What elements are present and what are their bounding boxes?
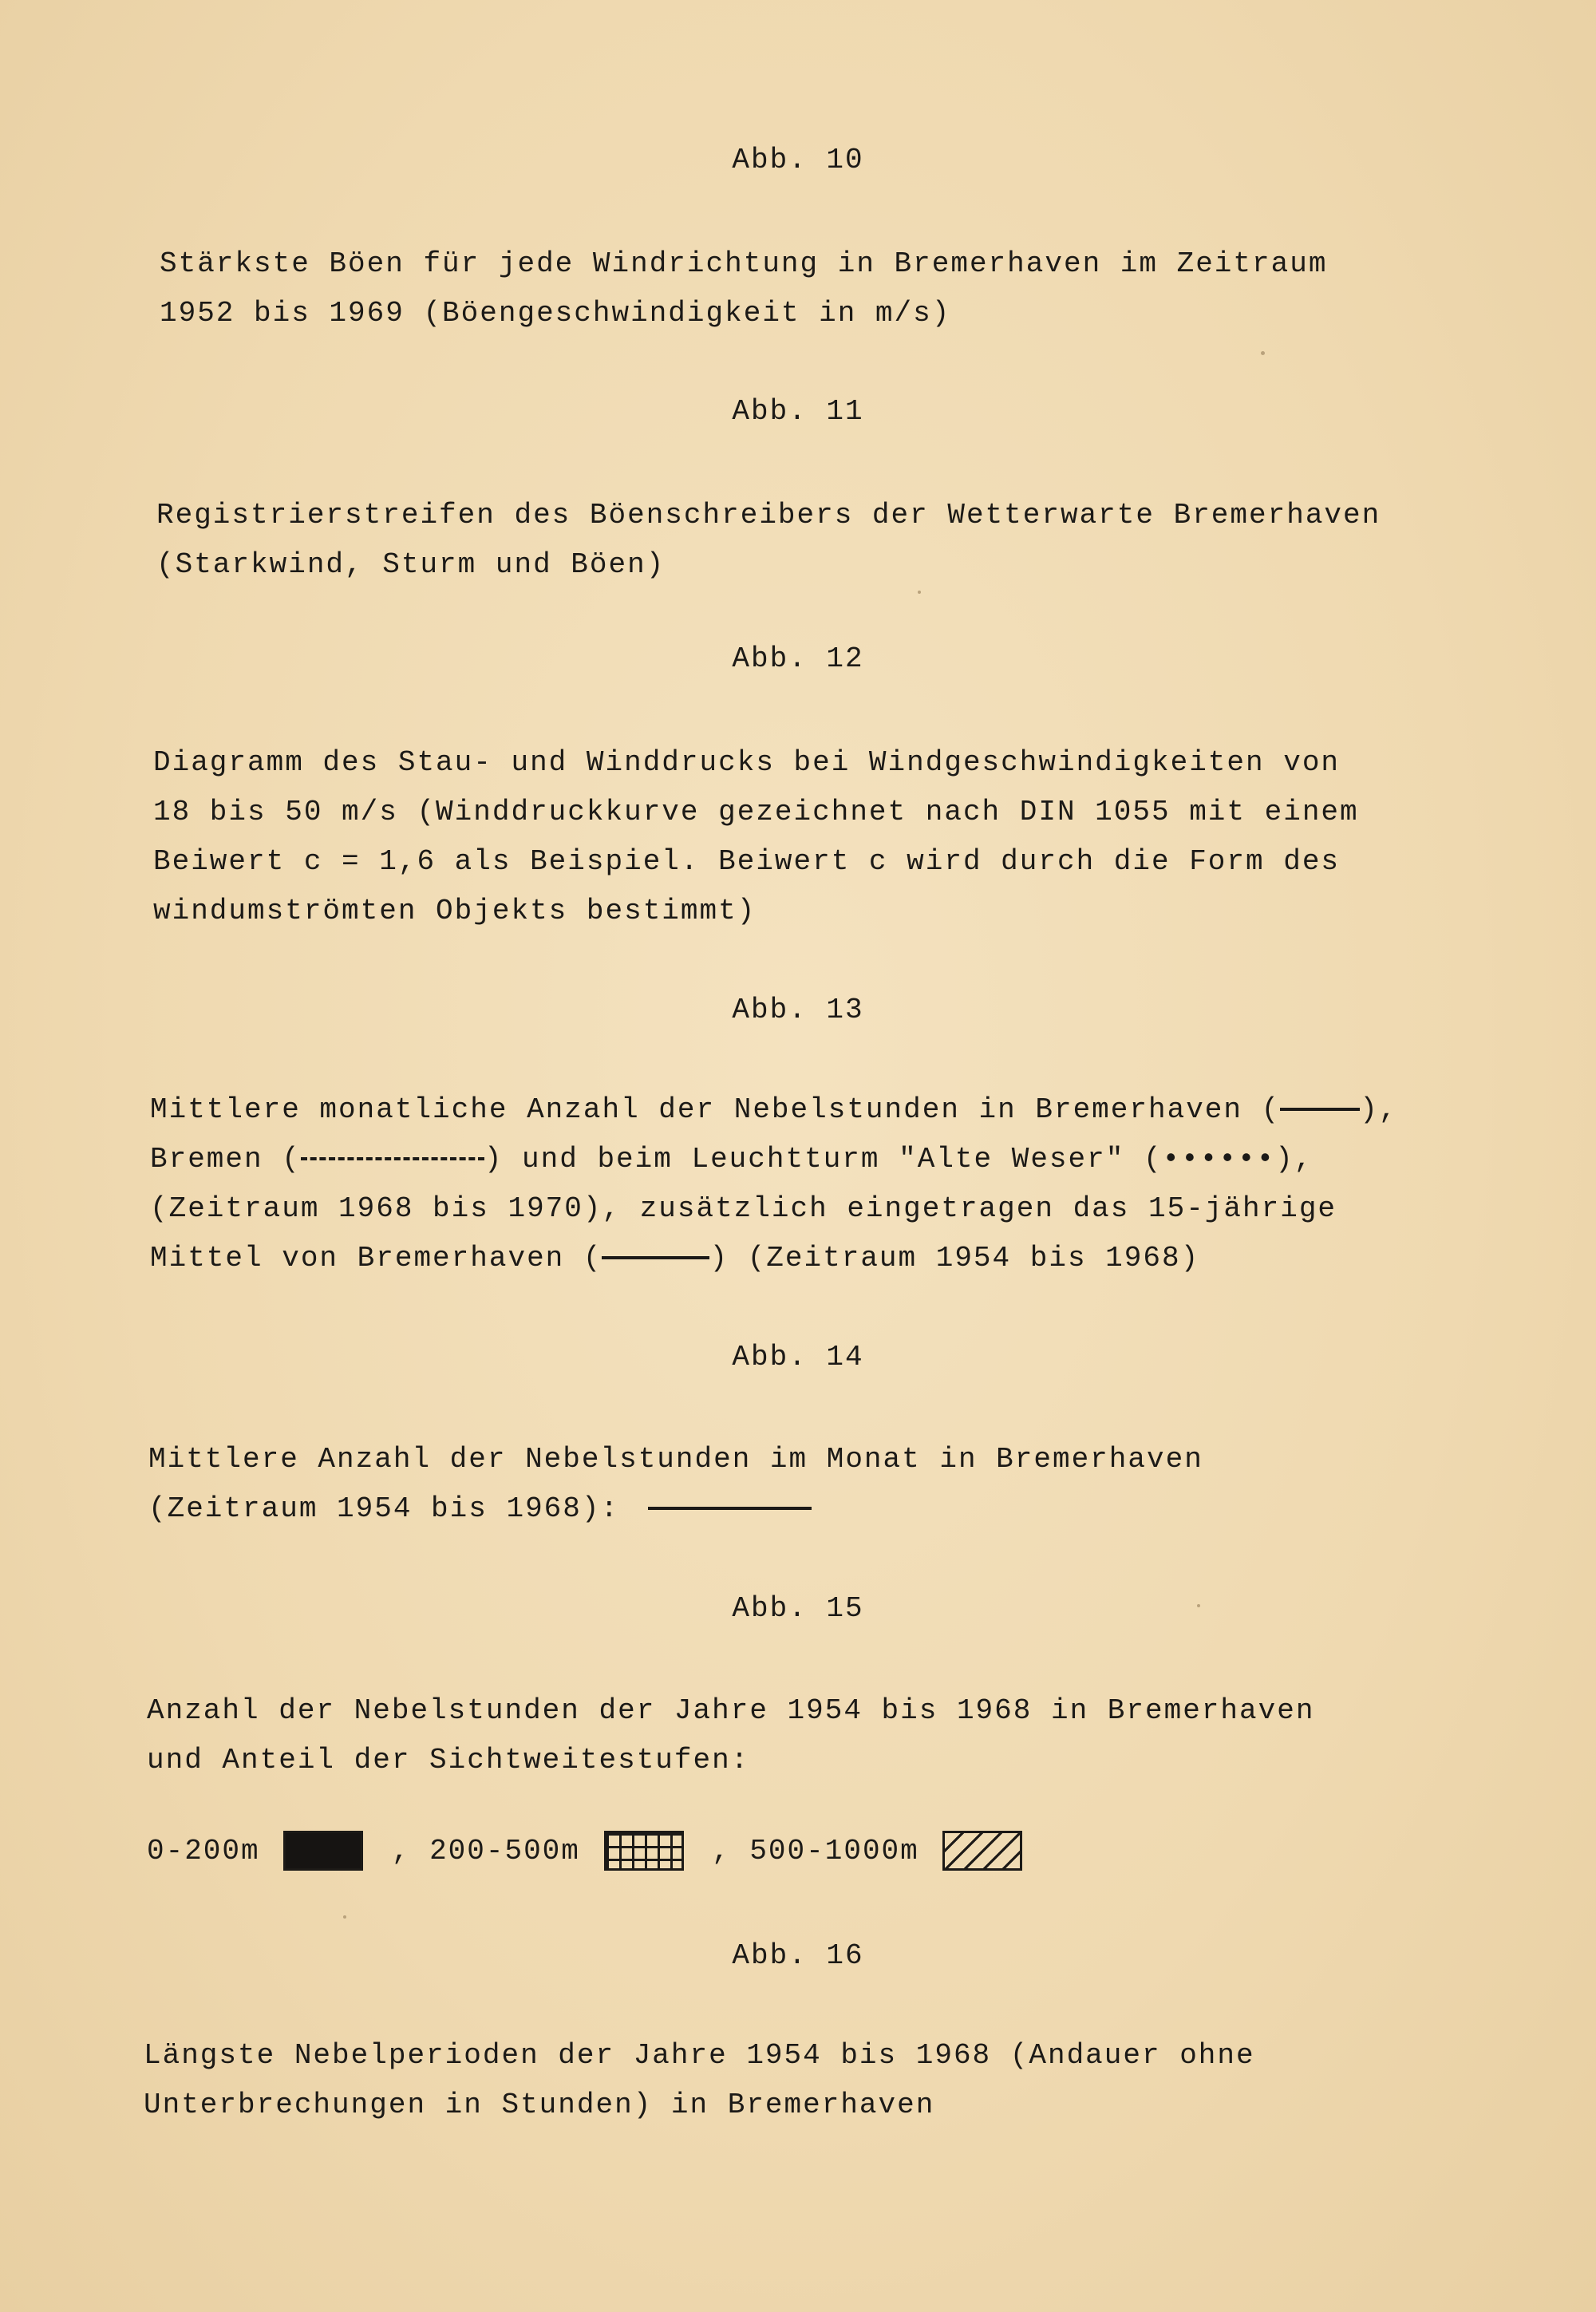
paper-speck	[1197, 1604, 1200, 1607]
caption-text: ) (Zeitraum 1954 bis 1968)	[709, 1242, 1200, 1275]
caption-line: 1952 bis 1969 (Böengeschwindigkeit in m/s)	[160, 297, 951, 330]
dashed-line-legend	[301, 1157, 484, 1160]
caption-line: Beiwert c = 1,6 als Beispiel. Beiwert c wird durch die Form des	[153, 845, 1341, 878]
caption-text: Bremen (	[150, 1143, 301, 1176]
caption-line	[148, 1484, 1203, 1534]
figure-caption-abb-12	[153, 738, 1359, 936]
figure-caption-abb-10	[160, 239, 1327, 338]
caption-line: und Anteil der Sichtweitestufen:	[147, 1744, 750, 1776]
caption-line: Registrierstreifen des Böenschreibers der Wetterwarte Bremerhaven	[156, 499, 1381, 532]
figure-heading-abb-16: Abb. 16	[732, 1939, 864, 1972]
paper-speck	[343, 1915, 346, 1919]
caption-line: (Starkwind, Sturm und Böen)	[156, 548, 666, 581]
figure-heading-abb-11: Abb. 11	[732, 395, 864, 428]
caption-line: Anzahl der Nebelstunden der Jahre 1954 bis 1968 in Bremerhaven	[147, 1694, 1315, 1727]
caption-line	[150, 1234, 1397, 1283]
paper-speck	[1261, 351, 1265, 355]
paper-speck	[918, 591, 921, 594]
caption-text: Mittel von Bremerhaven (	[150, 1242, 602, 1275]
caption-line: windumströmten Objekts bestimmt)	[153, 895, 757, 927]
legend-label-200-500m: 200-500m	[429, 1835, 580, 1867]
figure-caption-abb-16	[144, 2031, 1255, 2130]
caption-line	[150, 1085, 1397, 1135]
legend-label-0-200m: 0-200m	[147, 1835, 260, 1867]
figure-heading-abb-13: Abb. 13	[732, 994, 864, 1026]
legend-label-500-1000m: 500-1000m	[749, 1835, 919, 1867]
caption-line: 18 bis 50 m/s (Winddruckkurve gezeichnet nach DIN 1055 mit einem	[153, 796, 1359, 828]
caption-line: Stärkste Böen für jede Windrichtung in Bremerhaven im Zeitraum	[160, 247, 1328, 280]
solid-fill-swatch	[283, 1831, 363, 1871]
caption-text: ) und beim Leuchtturm "Alte Weser" (••••••),	[484, 1143, 1314, 1176]
caption-line: Längste Nebelperioden der Jahre 1954 bis 1968 (Andauer ohne	[144, 2039, 1255, 2072]
solid-line-legend	[1280, 1108, 1360, 1111]
visibility-legend	[147, 1828, 1032, 1875]
solid-line-legend	[602, 1256, 709, 1259]
figure-heading-abb-12: Abb. 12	[732, 642, 864, 675]
hatch-fill-swatch	[942, 1831, 1022, 1871]
caption-text: ),	[1360, 1093, 1398, 1126]
figure-caption-abb-14	[148, 1435, 1203, 1534]
solid-line-legend	[648, 1507, 812, 1510]
figure-heading-abb-10: Abb. 10	[732, 144, 864, 176]
grid-fill-swatch	[604, 1831, 684, 1871]
caption-line: Unterbrechungen in Stunden) in Bremerhaven	[144, 2089, 935, 2121]
figure-caption-abb-11	[156, 491, 1381, 590]
caption-text: (Zeitraum 1954 bis 1968):	[148, 1492, 620, 1525]
figure-caption-abb-15	[147, 1686, 1314, 1785]
figure-caption-abb-13	[150, 1085, 1397, 1283]
caption-line: Diagramm des Stau- und Winddrucks bei Windgeschwindigkeiten von	[153, 746, 1341, 779]
figure-heading-abb-14: Abb. 14	[732, 1341, 864, 1373]
caption-line: Mittlere Anzahl der Nebelstunden im Monat in Bremerhaven	[148, 1443, 1203, 1476]
caption-line: (Zeitraum 1968 bis 1970), zusätzlich eingetragen das 15-jährige	[150, 1192, 1337, 1225]
figure-heading-abb-15: Abb. 15	[732, 1592, 864, 1625]
legend-separator: ,	[391, 1835, 411, 1867]
caption-text: Mittlere monatliche Anzahl der Nebelstunden in Bremerhaven (	[150, 1093, 1281, 1126]
legend-separator: ,	[712, 1835, 731, 1867]
caption-line	[150, 1135, 1397, 1184]
